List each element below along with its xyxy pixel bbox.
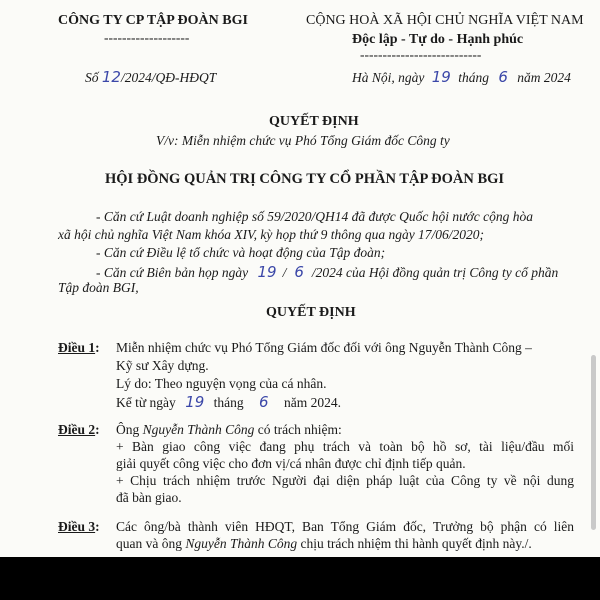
basis-3-sep: /	[282, 265, 287, 280]
article-1-line-2: Kỹ sư Xây dựng.	[116, 358, 209, 373]
article-2-colon: :	[95, 422, 100, 437]
article-2-line-5: đã bàn giao.	[116, 490, 182, 505]
number-prefix: Số	[85, 70, 99, 85]
article-1-label	[58, 340, 100, 356]
article-2-label-text: Điều 2	[58, 422, 96, 437]
article-2-label	[58, 422, 100, 438]
article-3-line-2	[116, 536, 532, 552]
article-3-pre: quan và ông	[116, 536, 182, 551]
article-1-effective-pre: Kể từ ngày	[116, 395, 176, 410]
handwritten-meeting-month: 6	[294, 263, 304, 281]
board-heading: HỘI ĐỒNG QUẢN TRỊ CÔNG TY CỔ PHẦN TẬP ĐOÀN BGI	[105, 171, 505, 187]
article-3-label-text: Điều 3	[58, 519, 96, 534]
handwritten-month: 6	[498, 68, 508, 86]
scrollbar-thumb[interactable]	[591, 355, 596, 530]
basis-3-pre: - Căn cứ Biên bản họp ngày	[96, 265, 249, 280]
handwritten-meeting-day: 19	[257, 263, 277, 281]
article-2-line-3: giải quyết công việc cho đơn vị/cá nhân được chỉ định tiếp quản.	[116, 456, 466, 471]
handwritten-effective-month: 6	[259, 393, 269, 411]
article-1-colon: :	[95, 340, 100, 355]
article-1-effective-post: năm 2024.	[283, 395, 341, 410]
document-title: QUYẾT ĐỊNH	[269, 114, 359, 129]
basis-1-line-1: - Căn cứ Luật doanh nghiệp số 59/2020/QH14 đã được Quốc hội nước cộng hòa	[96, 209, 533, 224]
article-3-colon: :	[95, 519, 100, 534]
article-1-line-1: Miễn nhiệm chức vụ Phó Tổng Giám đốc đối với ông Nguyễn Thành Công –	[116, 340, 532, 355]
article-1-line-3: Lý do: Theo nguyện vọng của cá nhân.	[116, 376, 327, 391]
document-subject: V/v: Miễn nhiệm chức vụ Phó Tổng Giám đốc Công ty	[156, 133, 450, 148]
company-name: CÔNG TY CP TẬP ĐOÀN BGI	[58, 13, 248, 28]
article-2-line-1	[116, 422, 342, 438]
issue-date	[352, 68, 571, 86]
motto-rule: ---------------------------	[360, 47, 482, 62]
date-month-label: tháng	[458, 70, 489, 85]
article-2-line-4: + Chịu trách nhiệm trước Người đại diện pháp luật của Công ty về nội dung	[116, 473, 574, 488]
date-place: Hà Nội, ngày	[352, 70, 425, 85]
article-1-line-4	[116, 393, 341, 411]
basis-3-line-1	[96, 263, 558, 281]
handwritten-effective-day: 19	[185, 393, 205, 411]
decision-heading: QUYẾT ĐỊNH	[266, 305, 356, 320]
basis-3-line-2: Tập đoàn BGI,	[58, 280, 139, 295]
decision-number	[85, 68, 216, 86]
article-1-month-label: tháng	[213, 395, 244, 410]
article-1-label-text: Điều 1	[58, 340, 96, 355]
article-3-label	[58, 519, 100, 535]
handwritten-day: 19	[431, 68, 451, 86]
article-2-post: có trách nhiệm:	[257, 422, 342, 437]
national-motto: Độc lập - Tự do - Hạnh phúc	[352, 32, 524, 47]
date-year: năm 2024	[517, 70, 571, 85]
company-rule: -------------------	[104, 30, 190, 45]
article-2-pre: Ông	[116, 422, 140, 437]
article-3-person-name: Nguyễn Thành Công	[185, 536, 298, 551]
basis-3-post: /2024 của Hội đồng quản trị Công ty cổ phần	[311, 265, 559, 280]
article-2-line-2: + Bàn giao công việc đang phụ trách và toàn bộ hồ sơ, tài liệu/đầu mối	[116, 439, 574, 454]
article-2-person-name: Nguyễn Thành Công	[142, 422, 255, 437]
number-suffix: /2024/QĐ-HĐQT	[120, 70, 217, 85]
basis-1-line-2: xã hội chủ nghĩa Việt Nam khóa XIV, kỳ họp thứ 9 thông qua ngày 17/06/2020;	[58, 227, 485, 242]
handwritten-number: 12	[101, 68, 121, 86]
article-3-line-1: Các ông/bà thành viên HĐQT, Ban Tổng Giám đốc, Trưởng bộ phận có liên	[116, 519, 574, 534]
article-3-post: chịu trách nhiệm thi hành quyết định này./.	[300, 536, 532, 551]
nation-title: CỘNG HOÀ XÃ HỘI CHỦ NGHĨA VIỆT NAM	[306, 13, 584, 28]
basis-2: - Căn cứ Điều lệ tổ chức và hoạt động của Tập đoàn;	[96, 245, 386, 260]
